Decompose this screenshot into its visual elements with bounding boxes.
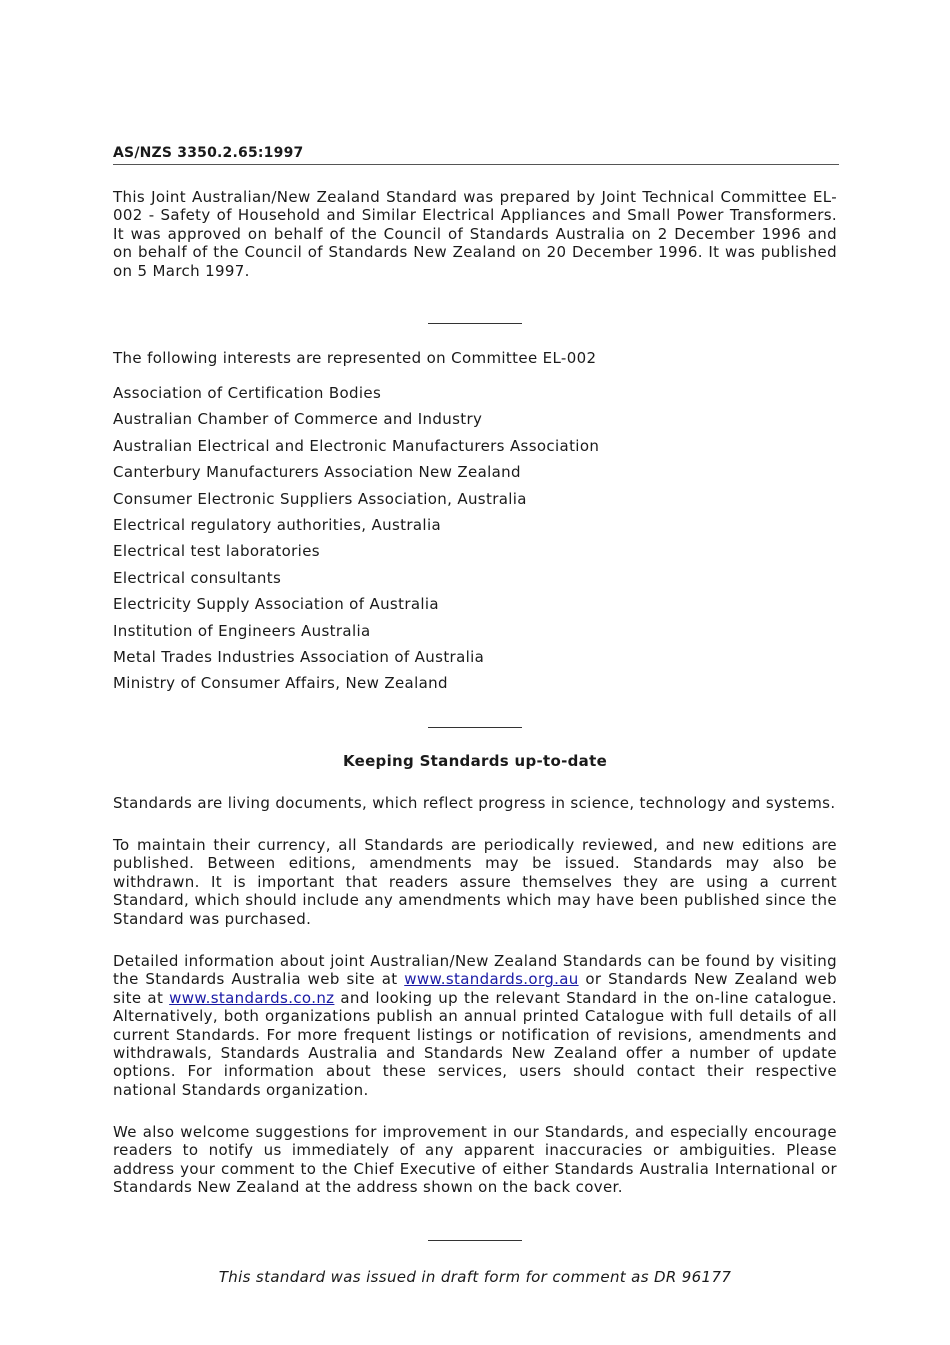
- keeping-paragraph-1: Standards are living documents, which reflect progress in science, technology and systems.: [113, 794, 836, 812]
- section-title: Keeping Standards up-to-date: [342, 752, 608, 770]
- keeping-paragraph-2: To maintain their currency, all Standards are periodically reviewed, and new editions are published. Between editions, amendments may be issued. Standards may also be withdrawn. It is important that readers assure themselves they are using a current Standard, which should include any amendments which may have been published since the Standard was purchased.: [113, 836, 837, 928]
- list-item: Association of Certification Bodies: [113, 384, 382, 402]
- preface-paragraph: This Joint Australian/New Zealand Standard was prepared by Joint Technical Committee EL-002 - Safety of Household and Similar Electrical Appliances and Small Power Transformers. It was approved on behalf of the Council of Standards Australia on 2 December 1996 and on behalf of the Council of Standards New Zealand on 20 December 1996. It was published on 5 March 1997.: [113, 188, 837, 280]
- list-item: Canterbury Manufacturers Association New Zealand: [113, 463, 521, 482]
- section-divider: [428, 727, 522, 728]
- document-id: AS/NZS 3350.2.65:1997: [113, 145, 304, 161]
- list-item: Ministry of Consumer Affairs, New Zealand: [113, 674, 448, 693]
- paragraph-text: Detailed information about joint Australian/New Zealand Standards can be found by visiting the Standards Australia web site at: [113, 952, 837, 989]
- list-item: Australian Electrical and Electronic Manufacturers Association: [113, 436, 600, 455]
- list-item: Electricity Supply Association of Australia: [113, 595, 439, 614]
- committee-intro: The following interests are represented on Committee EL-002: [113, 349, 597, 367]
- list-item: Institution of Engineers Australia: [113, 621, 371, 640]
- section-divider: [428, 323, 522, 324]
- document-header: [113, 145, 839, 165]
- document-page: [113, 0, 838, 1345]
- list-item: Electrical consultants: [113, 568, 282, 587]
- list-item: Metal Trades Industries Association of Australia: [113, 647, 485, 666]
- paragraph-text: and looking up the relevant Standard in the on-line catalogue. Alternatively, both organizations publish an annual printed Catalogue with full details of all current Standards. For more frequent listings or notification of revisions, amendments and withdrawals, Standards Australia and Standards New Zealand offer a number of update options. For information about these services, users should contact their respective national Standards organization.: [113, 988, 837, 1099]
- draft-note: This standard was issued in draft form for comment as DR 96177: [218, 1268, 732, 1286]
- list-item: Electrical test laboratories: [113, 542, 320, 561]
- list-item: Consumer Electronic Suppliers Association, Australia: [113, 489, 527, 508]
- paragraph-text: or Standards New Zealand web site at: [113, 970, 837, 1007]
- keeping-paragraph-3: [113, 952, 837, 1099]
- list-item: Electrical regulatory authorities, Australia: [113, 515, 442, 534]
- section-divider: [428, 1240, 522, 1241]
- keeping-paragraph-4: We also welcome suggestions for improvement in our Standards, and especially encourage readers to notify us immediately of any apparent inaccuracies or ambiguities. Please address your comment to the Chief Executive of either Standards Australia International or Standards New Zealand at the address shown on the back cover.: [113, 1123, 837, 1197]
- committee-member-list: [113, 380, 599, 697]
- standards-nz-link[interactable]: www.standards.co.nz: [169, 988, 335, 1007]
- standards-australia-link[interactable]: www.standards.org.au: [404, 970, 579, 989]
- list-item: Australian Chamber of Commerce and Industry: [113, 410, 483, 429]
